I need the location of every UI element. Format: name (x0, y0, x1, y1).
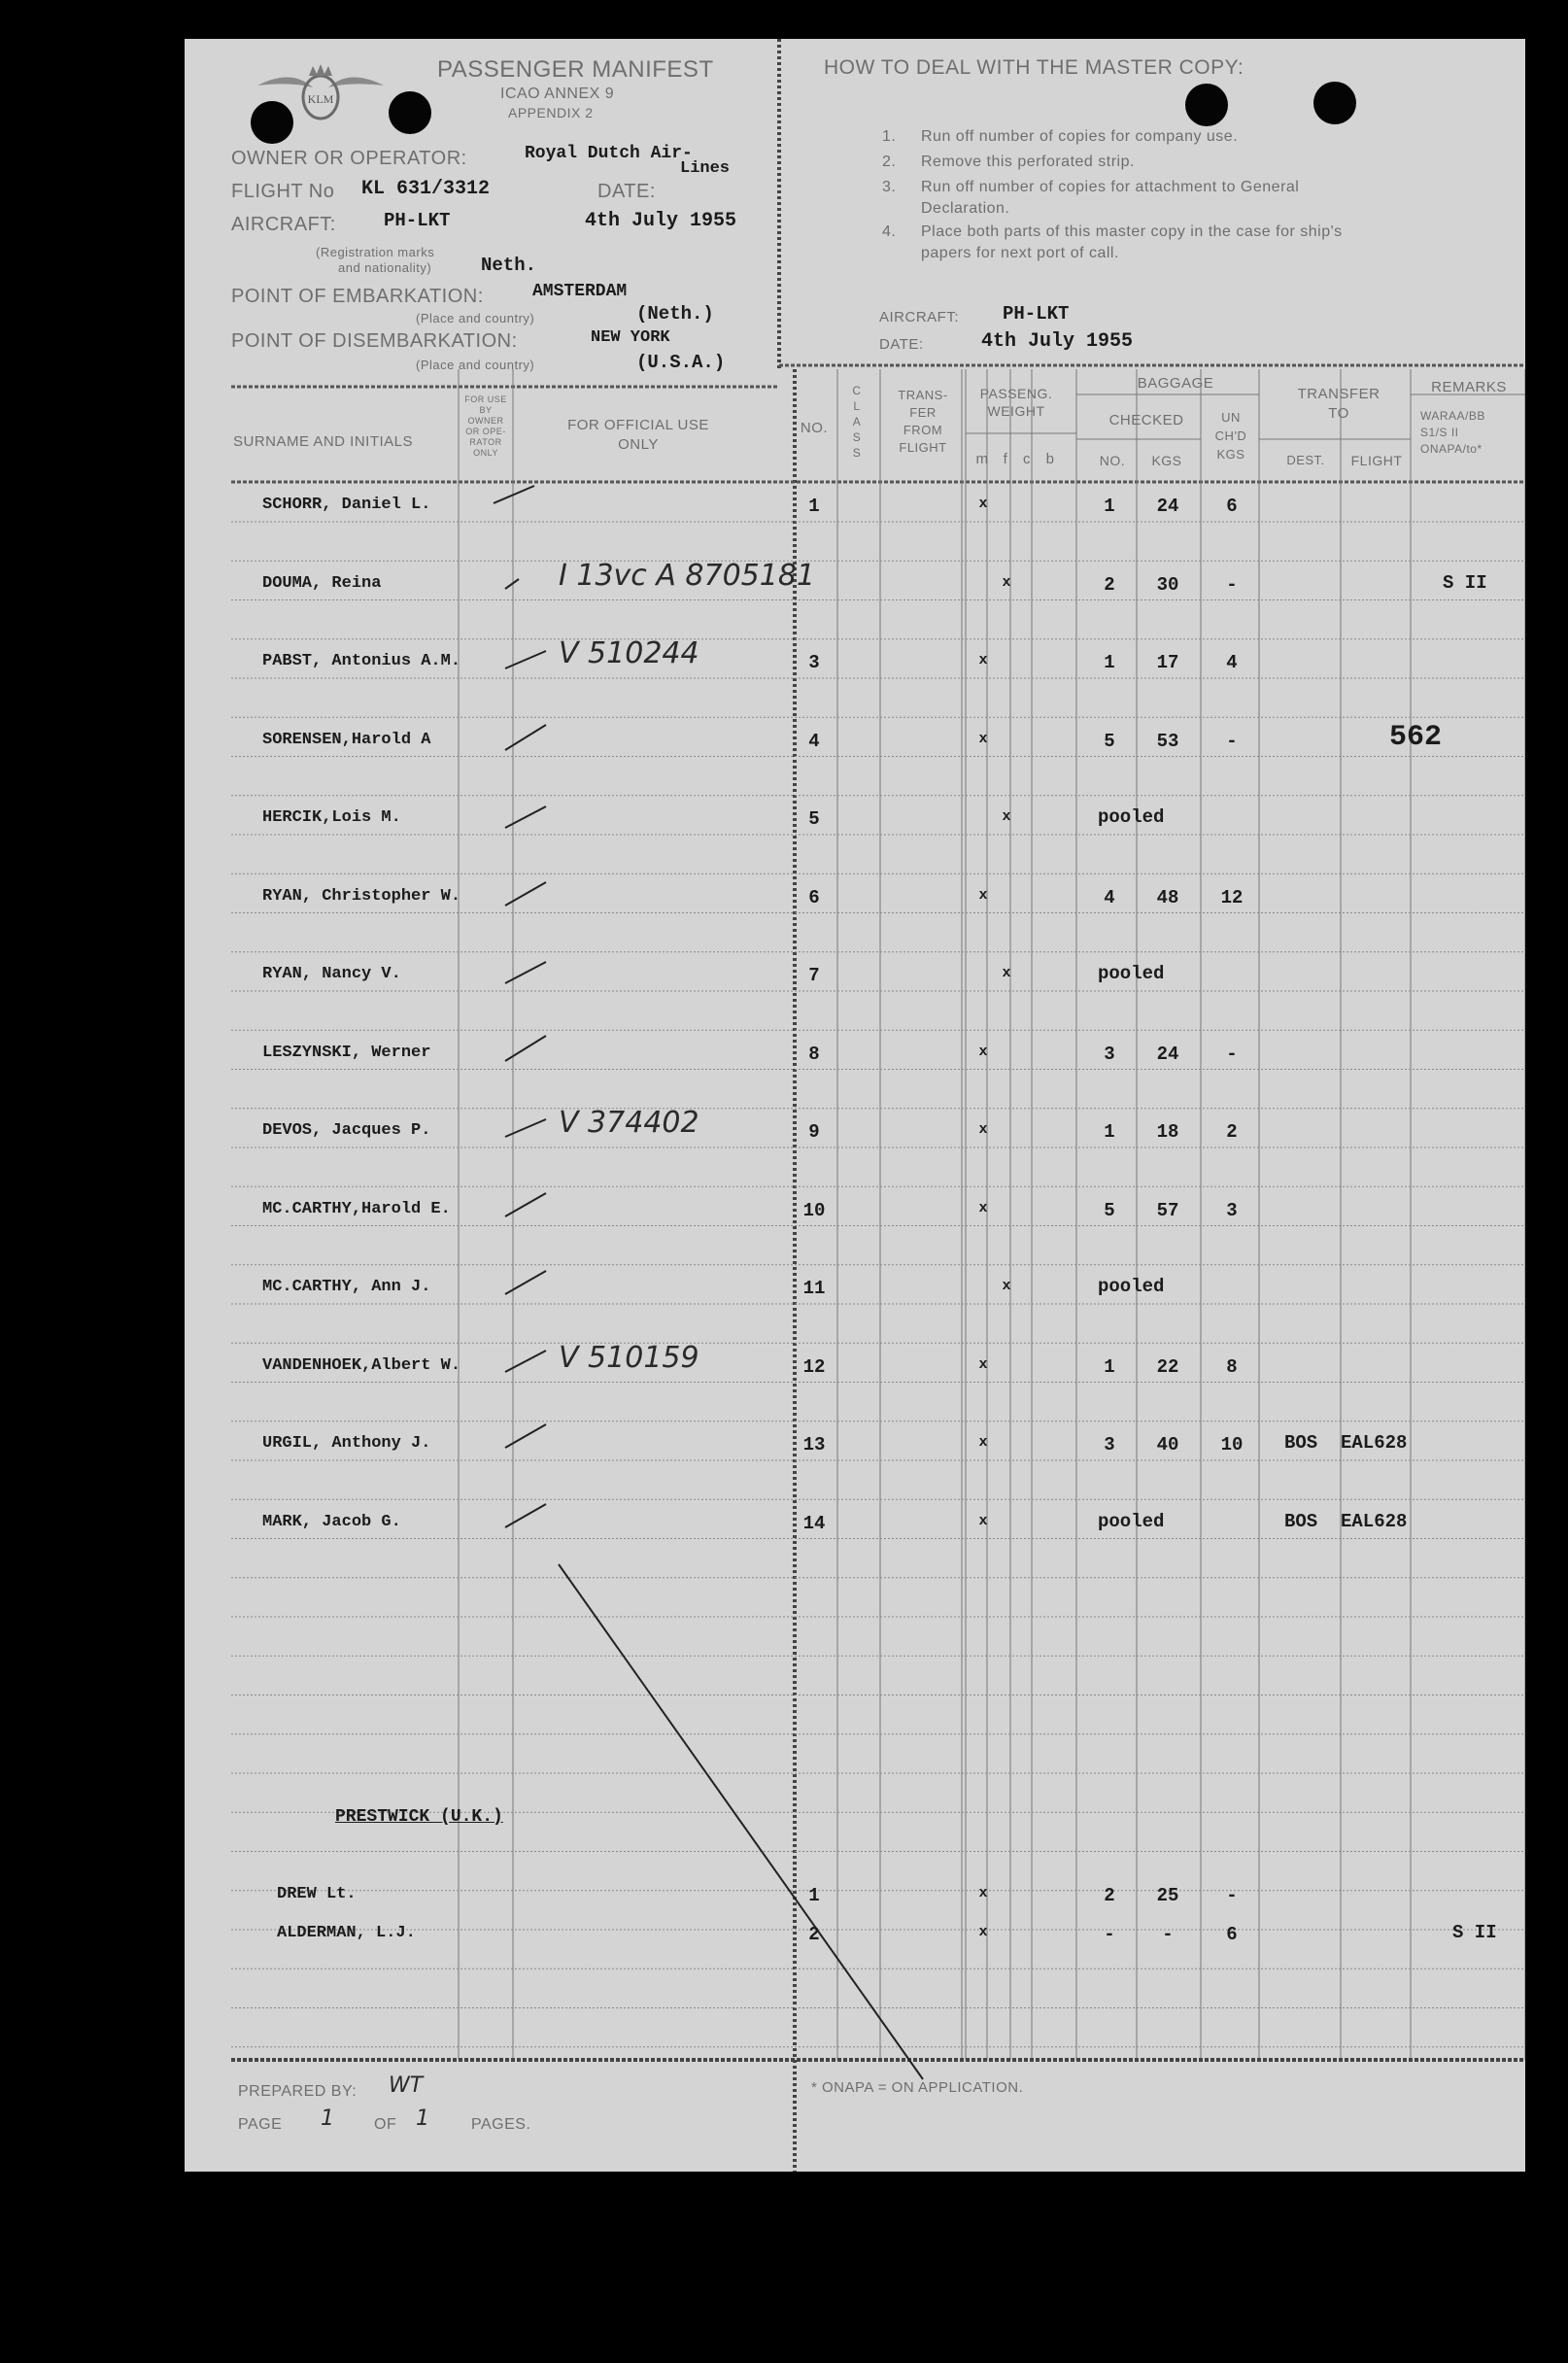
embarkation-label: POINT OF EMBARKATION: (231, 286, 484, 307)
weight-mark: x (1002, 808, 1011, 825)
weight-mark: x (978, 1043, 988, 1060)
of-value: 1 (416, 2106, 429, 2131)
instruction-text: Run off number of copies for attachment to General (921, 179, 1300, 195)
unchecked-kgs: - (1226, 1885, 1238, 1906)
weight-mark: x (978, 1885, 988, 1901)
instruction-number: 1. (882, 128, 897, 145)
embarkation-value: AMSTERDAM (532, 282, 628, 301)
unchecked-kgs: 8 (1226, 1355, 1238, 1378)
check-mark-icon (505, 882, 546, 906)
disembarkation-label: POINT OF DISEMBARKATION: (231, 330, 518, 352)
check-mark-icon (505, 1504, 546, 1527)
unchecked-kgs: - (1226, 1043, 1238, 1065)
baggage-kgs: 30 (1156, 573, 1179, 596)
nationality-value: Neth. (481, 255, 537, 276)
header-line: WEIGHT (987, 403, 1045, 419)
weight-sub-f: f (1003, 451, 1008, 467)
baggage-pooled: pooled (1098, 1510, 1165, 1532)
passenger-no: 3 (808, 652, 820, 673)
header-line: TRANSFER (1297, 386, 1381, 402)
remarks-value: S II (1443, 571, 1487, 594)
owner-value-line2: Lines (680, 159, 731, 178)
instruction-text: Place both parts of this master copy in the case for ship's (921, 223, 1343, 240)
baggage-pooled: pooled (1098, 1276, 1165, 1297)
passenger-name: MARK, Jacob G. (262, 1512, 401, 1531)
unchecked-kgs: 12 (1220, 886, 1244, 908)
passenger-name: PABST, Antonius A.M. (262, 652, 461, 670)
weight-sub-m: m (975, 451, 989, 467)
header-line: S (852, 446, 862, 460)
passenger-no: 2 (808, 1924, 820, 1945)
check-mark-icon (505, 651, 546, 668)
passenger-name: DEVOS, Jacques P. (262, 1121, 431, 1140)
passenger-no: 4 (808, 730, 820, 752)
baggage-count: 1 (1104, 496, 1115, 517)
passenger-no: 14 (802, 1512, 826, 1534)
flight-value: KL 631/3312 (361, 178, 491, 200)
registration-note: (Registration marks (316, 245, 435, 259)
baggage-count: 3 (1104, 1434, 1115, 1455)
header-line: FOR USE (464, 394, 507, 404)
prepared-by-label: PREPARED BY: (238, 2083, 358, 2100)
passenger-name: SORENSEN,Harold A (262, 730, 431, 749)
col-checked-no: NO. (1099, 453, 1126, 468)
col-checked-kgs: KGS (1151, 453, 1182, 468)
check-mark-icon (505, 1193, 546, 1216)
col-passenger-weight (968, 385, 1065, 420)
official-entry: V 510244 (559, 636, 699, 670)
weight-mark: x (978, 496, 988, 512)
header-line: WARAA/BB (1420, 409, 1485, 423)
header-line: KGS (1216, 447, 1245, 462)
passenger-name: MC.CARTHY, Ann J. (262, 1278, 431, 1296)
baggage-count: 5 (1104, 1199, 1115, 1221)
transfer-flight: EAL628 (1341, 1432, 1408, 1454)
passenger-name: LESZYNSKI, Werner (262, 1043, 431, 1062)
instructions-date-value: 4th July 1955 (981, 330, 1134, 353)
col-remarks-sub (1420, 408, 1485, 458)
passenger-no: 11 (802, 1278, 826, 1299)
header-line: OWNER (467, 416, 504, 426)
weight-mark: x (978, 730, 988, 747)
svg-text:KLM: KLM (307, 92, 334, 106)
check-mark-icon (505, 962, 546, 983)
baggage-kgs: 18 (1156, 1121, 1179, 1143)
passenger-no: 10 (802, 1199, 826, 1221)
header-line: C (852, 384, 862, 397)
header-line: OR OPE- (465, 427, 506, 436)
header-line: BY (479, 405, 493, 415)
header-line: S (852, 430, 862, 444)
header-line: TO (1328, 405, 1349, 422)
cancel-diagonal-line (559, 1564, 923, 2079)
col-transfer-to (1271, 385, 1407, 424)
unchecked-kgs: 10 (1220, 1434, 1244, 1455)
form-grid (185, 39, 1525, 2172)
col-no: NO. (800, 420, 829, 436)
aircraft-label: AIRCRAFT: (231, 214, 336, 235)
col-owner-use (461, 394, 510, 459)
instructions-title: HOW TO DEAL WITH THE MASTER COPY: (824, 56, 1244, 79)
of-label: OF (374, 2116, 397, 2133)
header-line: CH'D (1214, 428, 1247, 443)
col-official-use (546, 416, 731, 455)
embarkation-note: (Place and country) (416, 311, 535, 325)
passenger-no: 5 (808, 808, 820, 830)
official-entry: V 510159 (559, 1340, 699, 1375)
col-transfer-from (889, 387, 957, 457)
date-label: DATE: (597, 181, 656, 202)
weight-mark: x (978, 1121, 988, 1138)
baggage-count: 1 (1104, 1355, 1115, 1378)
passenger-name: ALDERMAN, L.J. (277, 1924, 416, 1942)
instructions-aircraft-label: AIRCRAFT: (879, 309, 960, 325)
passenger-name: URGIL, Anthony J. (262, 1434, 431, 1453)
weight-mark: x (978, 1199, 988, 1216)
header-line: FLIGHT (899, 440, 947, 455)
baggage-pooled: pooled (1098, 806, 1165, 828)
check-mark-icon (505, 1271, 546, 1294)
check-mark-icon (505, 725, 546, 750)
weight-sub-b: b (1045, 451, 1055, 467)
nationality-note: and nationality) (338, 260, 432, 275)
baggage-count: 2 (1104, 573, 1115, 596)
date-value: 4th July 1955 (585, 210, 737, 232)
instruction-text: Declaration. (921, 200, 1010, 217)
passenger-name: MC.CARTHY,Harold E. (262, 1199, 451, 1218)
unchecked-kgs: - (1226, 573, 1238, 596)
passenger-name: RYAN, Nancy V. (262, 965, 401, 983)
col-surname: SURNAME AND INITIALS (233, 433, 414, 450)
official-entry: V 374402 (559, 1106, 699, 1140)
passenger-name: SCHORR, Daniel L. (262, 496, 431, 514)
col-class (847, 383, 867, 461)
pages-label: PAGES. (471, 2116, 531, 2133)
unchecked-kgs: 6 (1226, 496, 1238, 517)
header-line: ONLY (618, 436, 659, 453)
instructions-date-label: DATE: (879, 336, 924, 353)
passenger-name: RYAN, Christopher W. (262, 886, 461, 906)
weight-mark: x (978, 1434, 988, 1451)
col-remarks: REMARKS (1431, 379, 1507, 395)
passenger-no: 1 (808, 496, 820, 517)
col-flight: FLIGHT (1350, 453, 1403, 468)
unchecked-kgs: - (1226, 730, 1238, 752)
weight-mark: x (978, 1512, 988, 1529)
passenger-no: 8 (808, 1043, 820, 1065)
weight-mark: x (1002, 1278, 1011, 1294)
baggage-count: 1 (1104, 1121, 1115, 1143)
unchecked-kgs: 6 (1226, 1924, 1238, 1945)
passenger-name: DOUMA, Reina (262, 573, 382, 593)
header-line: RATOR (469, 437, 502, 447)
weight-mark: x (978, 886, 988, 904)
header-line: ONLY (473, 448, 498, 458)
check-mark-icon (494, 486, 534, 503)
onapa-note: * ONAPA = ON APPLICATION. (811, 2079, 1024, 2096)
disembarkation-value: NEW YORK (591, 328, 670, 347)
baggage-count: - (1104, 1924, 1115, 1945)
unchecked-kgs: 4 (1226, 652, 1238, 673)
aircraft-value: PH-LKT (384, 210, 451, 231)
passenger-no: 7 (808, 965, 820, 986)
baggage-kgs: 53 (1156, 730, 1179, 752)
passenger-no: 13 (802, 1434, 826, 1455)
official-entry: I 13vc A 8705181 (559, 558, 816, 593)
manifest-page (185, 39, 1525, 2172)
col-baggage: BAGGAGE (1137, 375, 1214, 392)
baggage-count: 3 (1104, 1043, 1115, 1065)
instruction-text: Remove this perforated strip. (921, 154, 1135, 170)
baggage-count: 4 (1104, 886, 1115, 908)
check-mark-icon (505, 1351, 546, 1372)
passenger-no: 9 (808, 1121, 820, 1143)
col-dest: DEST. (1286, 453, 1325, 467)
baggage-count: 1 (1104, 652, 1115, 673)
instruction-text: Run off number of copies for company use. (921, 128, 1239, 145)
margin-note: 562 (1389, 721, 1443, 754)
page-value: 1 (321, 2106, 334, 2131)
instructions-aircraft-value: PH-LKT (1003, 303, 1070, 325)
header-line: FOR OFFICIAL USE (567, 417, 709, 433)
check-mark-icon (505, 1424, 546, 1448)
prestwick-heading: PRESTWICK (U.K.) (335, 1807, 503, 1827)
check-mark-icon (505, 1119, 546, 1137)
baggage-pooled: pooled (1098, 963, 1165, 984)
passenger-no: 1 (808, 1885, 820, 1906)
appendix-label: APPENDIX 2 (508, 105, 594, 120)
passenger-name: DREW Lt. (277, 1885, 357, 1903)
weight-mark: x (1002, 573, 1011, 591)
header-line: L (853, 399, 861, 413)
unchecked-kgs: 2 (1226, 1121, 1238, 1143)
baggage-kgs: 57 (1156, 1199, 1179, 1221)
baggage-kgs: 17 (1156, 652, 1179, 673)
baggage-kgs: 22 (1156, 1355, 1179, 1378)
header-line: UN (1221, 410, 1241, 425)
baggage-count: 5 (1104, 730, 1115, 752)
passenger-no: 12 (802, 1355, 826, 1378)
check-mark-icon (505, 579, 519, 589)
unchecked-kgs: 3 (1226, 1199, 1238, 1221)
baggage-kgs: 25 (1156, 1885, 1179, 1906)
baggage-kgs: 40 (1156, 1434, 1179, 1455)
form-title: PASSENGER MANIFEST (437, 56, 714, 83)
transfer-dest: BOS (1284, 1432, 1318, 1454)
col-unchecked (1207, 408, 1255, 463)
header-line: A (852, 415, 862, 428)
disembarkation-note: (Place and country) (416, 358, 535, 372)
baggage-kgs: 24 (1156, 1043, 1179, 1065)
header-line: FER (909, 405, 937, 420)
prepared-by-value: WT (389, 2073, 424, 2098)
transfer-flight: EAL628 (1341, 1510, 1408, 1532)
header-line: ONAPA/to* (1420, 442, 1483, 456)
instruction-number: 3. (882, 179, 897, 195)
owner-value: Royal Dutch Air- (525, 144, 693, 163)
header-line: TRANS- (898, 388, 948, 402)
check-mark-icon (505, 1036, 546, 1061)
baggage-count: 2 (1104, 1885, 1115, 1906)
col-checked: CHECKED (1108, 412, 1184, 428)
header-line: PASSENG. (979, 386, 1053, 401)
check-mark-icon (505, 806, 546, 828)
header-line: S1/S II (1420, 426, 1459, 439)
passenger-name: HERCIK,Lois M. (262, 808, 401, 827)
baggage-kgs: 48 (1156, 886, 1179, 908)
instruction-number: 2. (882, 154, 897, 170)
weight-mark: x (1002, 965, 1011, 981)
header-line: FROM (903, 423, 943, 437)
embarkation-country: (Neth.) (636, 303, 714, 325)
passenger-no: 6 (808, 886, 820, 908)
transfer-dest: BOS (1284, 1510, 1318, 1532)
page-label: PAGE (238, 2116, 283, 2133)
owner-label: OWNER OR OPERATOR: (231, 148, 467, 169)
flight-label: FLIGHT No (231, 181, 335, 202)
weight-sub-c: c (1023, 451, 1031, 467)
baggage-kgs: 24 (1156, 496, 1179, 517)
instruction-number: 4. (882, 223, 897, 240)
weight-mark: x (978, 652, 988, 668)
annex-label: ICAO ANNEX 9 (500, 86, 615, 102)
baggage-kgs: - (1162, 1924, 1174, 1945)
remarks-value: S II (1452, 1922, 1497, 1943)
passenger-name: VANDENHOEK,Albert W. (262, 1355, 461, 1375)
weight-mark: x (978, 1924, 988, 1940)
disembarkation-country: (U.S.A.) (636, 352, 726, 373)
weight-mark: x (978, 1355, 988, 1373)
instruction-text: papers for next port of call. (921, 245, 1119, 261)
